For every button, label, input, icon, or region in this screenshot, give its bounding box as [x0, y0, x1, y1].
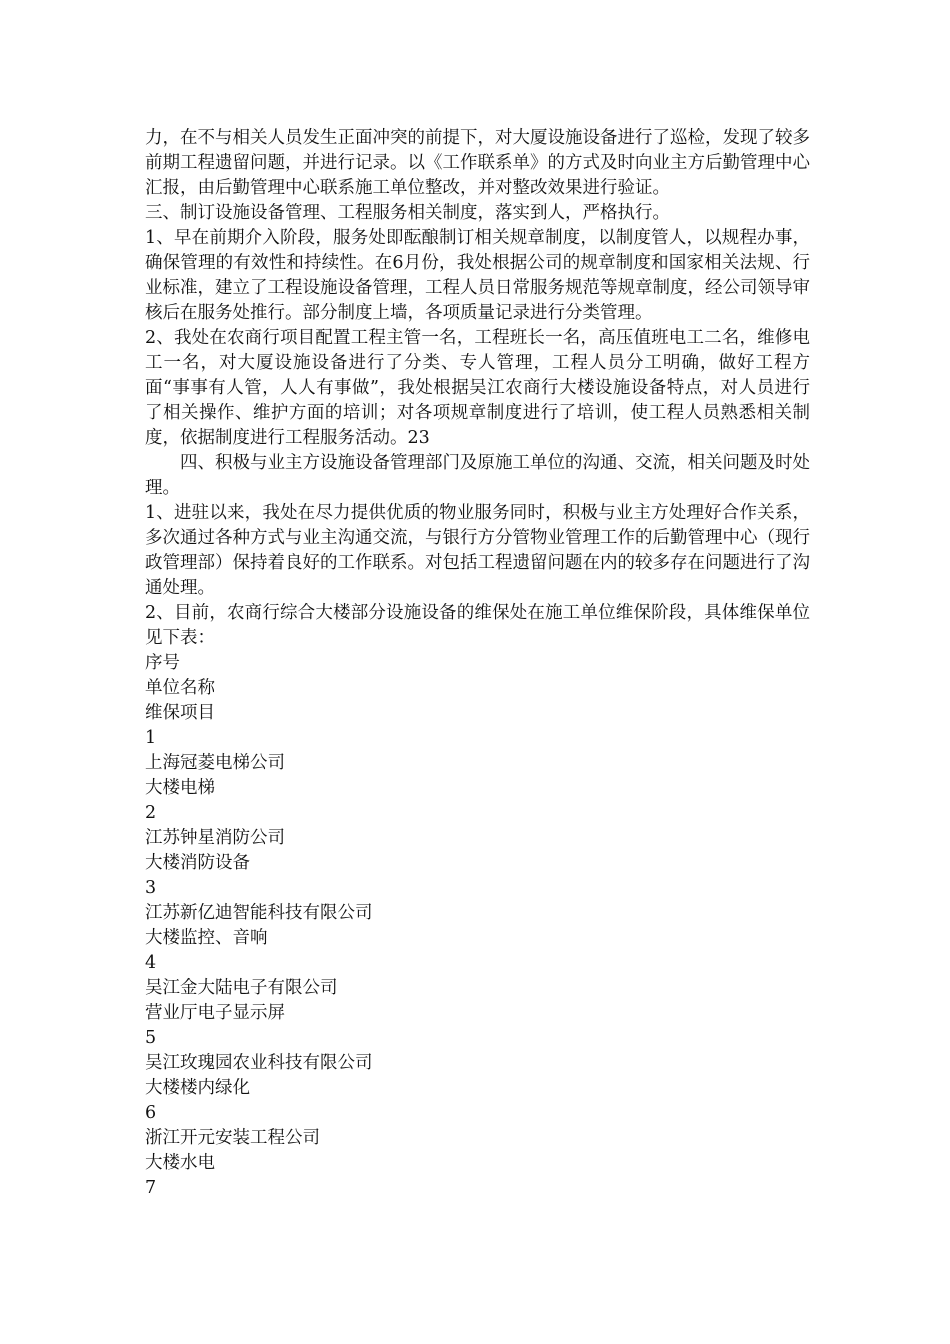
paragraph-communication: 1、进驻以来，我处在尽力提供优质的物业服务同时，积极与业主方处理好合作关系，多次通过各种方式与业主沟通交流，与银行方分管物业管理工作的后勤管理中心（现行政管理部）保持着良好的工作联系。对包括工程遗留问题在内的较多存在问题进行了沟通处理。: [145, 503, 810, 598]
paragraph-staffing: 2、我处在农商行项目配置工程主管一名，工程班长一名，高压值班电工二名，维修电工一名，对大厦设施设备进行了分类、专人管理，工程人员分工明确，做好工程方面“事事有人管，人人有事做”，我处根据吴江农商行大楼设施设备特点，对人员进行了相关操作、维护方面的培训；对各项规章制度进行了培训，使工程人员熟悉相关制度，依据制度进行工程服务活动。23: [145, 328, 810, 448]
table-header-index: 序号: [145, 653, 180, 673]
table-cell-index: 3: [145, 878, 157, 898]
paragraph-inspection: 力，在不与相关人员发生正面冲突的前提下，对大厦设施设备进行了巡检，发现了较多前期工程遗留问题，并进行记录。以《工作联系单》的方式及时向业主方后勤管理中心汇报，由后勤管理中心联系施工单位整改，并对整改效果进行验证。: [145, 128, 810, 198]
table-cell-company: 吴江金大陆电子有限公司: [145, 978, 338, 998]
table-cell-item: 大楼楼内绿化: [145, 1078, 250, 1098]
section-heading-3: 三、制订设施设备管理、工程服务相关制度，落实到人，严格执行。: [145, 203, 670, 223]
table-cell-item: 大楼水电: [145, 1153, 215, 1173]
table-cell-item: 大楼监控、音响: [145, 928, 268, 948]
table-cell-company: 浙江开元安装工程公司: [145, 1128, 320, 1148]
table-cell-index: 2: [145, 803, 157, 823]
table-header-company: 单位名称: [145, 678, 215, 698]
table-cell-company: 吴江玫瑰园农业科技有限公司: [145, 1053, 373, 1073]
table-cell-company: 江苏钟星消防公司: [145, 828, 285, 848]
table-cell-index: 1: [145, 728, 157, 748]
document-body: [145, 126, 810, 1201]
paragraph-maintenance-intro: 2、目前，农商行综合大楼部分设施设备的维保处在施工单位维保阶段，具体维保单位见下表：: [145, 603, 810, 648]
maintenance-table: [145, 651, 810, 1201]
table-cell-item: 大楼电梯: [145, 778, 215, 798]
table-cell-index: 4: [145, 953, 157, 973]
table-cell-company: 江苏新亿迪智能科技有限公司: [145, 903, 373, 923]
table-cell-index: 5: [145, 1028, 157, 1048]
table-cell-item: 营业厅电子显示屏: [145, 1003, 285, 1023]
paragraph-regulations: 1、早在前期介入阶段，服务处即酝酿制订相关规章制度，以制度管人，以规程办事，确保管理的有效性和持续性。在6月份，我处根据公司的规章制度和国家相关法规、行业标准，建立了工程设施设备管理，工程人员日常服务规范等规章制度，经公司领导审核后在服务处推行。部分制度上墙，各项质量记录进行分类管理。: [145, 228, 810, 323]
table-header-item: 维保项目: [145, 703, 215, 723]
table-cell-index: 6: [145, 1103, 157, 1123]
section-heading-4: 四、积极与业主方设施设备管理部门及原施工单位的沟通、交流，相关问题及时处理。: [145, 453, 810, 498]
table-cell-item: 大楼消防设备: [145, 853, 250, 873]
table-cell-index: 7: [145, 1178, 157, 1198]
table-cell-company: 上海冠菱电梯公司: [145, 753, 285, 773]
